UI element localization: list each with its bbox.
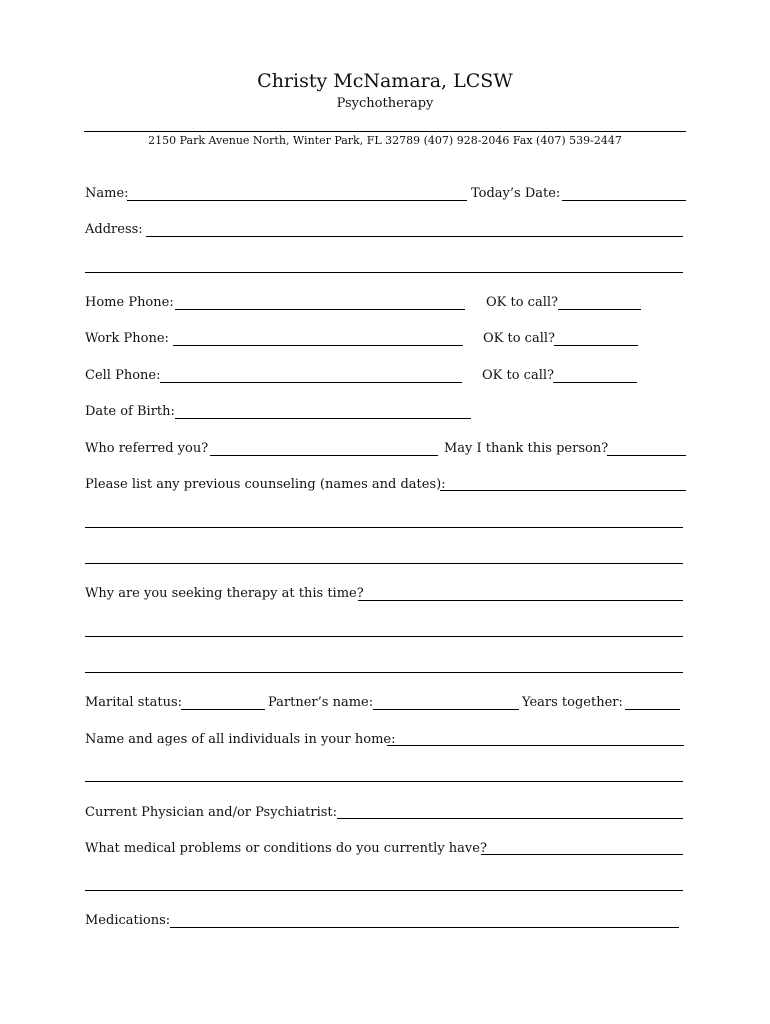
marital-status-label: Marital status: [85,695,182,710]
practice-address: 2150 Park Avenue North, Winter Park, FL 32789 (407) 928-2046 Fax (407) 539-2447 [148,134,622,147]
dob-label: Date of Birth: [85,404,175,419]
marital-status-field[interactable] [181,709,265,710]
name-label: Name: [85,186,129,201]
why-therapy-field-line-3[interactable] [85,672,683,673]
years-together-field[interactable] [625,709,680,710]
physician-field[interactable] [337,818,683,819]
years-together-label: Years together: [522,695,623,710]
home-phone-label: Home Phone: [85,295,174,310]
thank-field[interactable] [607,455,686,456]
work-phone-field[interactable] [173,345,463,346]
medical-problems-label: What medical problems or conditions do you currently have? [85,841,487,856]
household-field-line-1[interactable] [387,745,684,746]
dob-field[interactable] [175,418,471,419]
prev-counseling-label: Please list any previous counseling (names and dates): [85,477,446,492]
home-ok-to-call-field[interactable] [558,309,641,310]
cell-phone-label: Cell Phone: [85,368,161,383]
household-field-line-2[interactable] [85,781,683,782]
work-phone-label: Work Phone: [85,331,169,346]
address-label: Address: [85,222,143,237]
referred-field[interactable] [210,455,438,456]
practitioner-name: Christy McNamara, LCSW [257,70,513,92]
cell-ok-to-call-field[interactable] [553,382,637,383]
thank-label: May I thank this person? [444,441,609,456]
address-field-line-1[interactable] [146,236,683,237]
why-therapy-field-line-2[interactable] [85,636,683,637]
header-divider [84,131,686,132]
household-label: Name and ages of all individuals in your home: [85,732,396,747]
partner-name-field[interactable] [373,709,519,710]
name-field[interactable] [127,200,467,201]
home-ok-to-call-label: OK to call? [486,295,559,310]
prev-counseling-field-line-1[interactable] [440,490,686,491]
why-therapy-field-line-1[interactable] [358,600,683,601]
work-ok-to-call-label: OK to call? [483,331,556,346]
address-field-line-2[interactable] [85,272,683,273]
medical-problems-field-line-1[interactable] [481,854,683,855]
prev-counseling-field-line-3[interactable] [85,563,683,564]
todays-date-field[interactable] [562,200,686,201]
home-phone-field[interactable] [175,309,465,310]
prev-counseling-field-line-2[interactable] [85,527,683,528]
practice-subtitle: Psychotherapy [336,96,434,111]
medications-label: Medications: [85,913,171,928]
referred-label: Who referred you? [85,441,209,456]
work-ok-to-call-field[interactable] [554,345,638,346]
cell-phone-field[interactable] [160,382,462,383]
cell-ok-to-call-label: OK to call? [482,368,555,383]
medical-problems-field-line-2[interactable] [85,890,683,891]
partner-name-label: Partner’s name: [268,695,374,710]
physician-label: Current Physician and/or Psychiatrist: [85,805,338,820]
todays-date-label: Today’s Date: [471,186,561,201]
medications-field[interactable] [170,927,679,928]
why-therapy-label: Why are you seeking therapy at this time? [85,586,364,601]
